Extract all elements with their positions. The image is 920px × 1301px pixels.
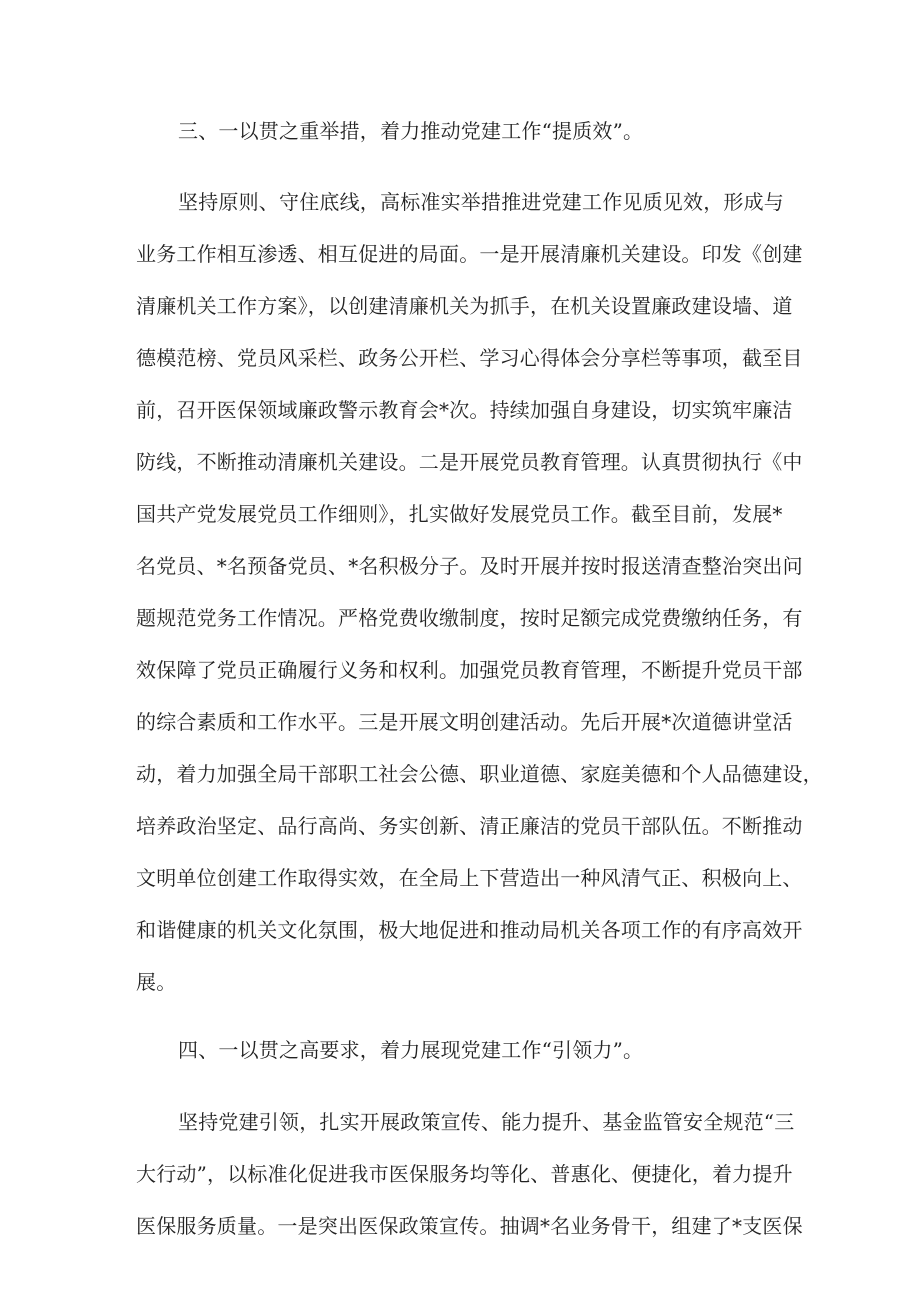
paragraph-3-line: 和谐健康的机关文化氛围，极大地促进和推动局机关各项工作的有序高效开 xyxy=(136,918,803,942)
paragraph-4-line: 医保服务质量。一是突出医保政策宣传。抽调*名业务骨干，组建了*支医保 xyxy=(136,1214,803,1238)
paragraph-3-line: 业务工作相互渗透、相互促进的局面。一是开展清廉机关建设。印发《创建 xyxy=(136,242,803,266)
paragraph-3-line: 坚持原则、守住底线，高标准实举措推进党建工作见质见效，形成与 xyxy=(178,190,784,214)
section-heading-3: 三、一以贯之重举措，着力推动党建工作“提质效”。 xyxy=(178,119,644,143)
paragraph-3-line: 的综合素质和工作水平。三是开展文明创建活动。先后开展*次道德讲堂活 xyxy=(136,710,793,734)
paragraph-3-line: 效保障了党员正确履行义务和权利。加强党员教育管理，不断提升党员干部 xyxy=(136,658,803,682)
paragraph-4-line: 坚持党建引领，扎实开展政策宣传、能力提升、基金监管安全规范“三 xyxy=(178,1110,795,1134)
paragraph-3-line: 防线，不断推动清廉机关建设。二是开展党员教育管理。认真贯彻执行《中 xyxy=(136,450,803,474)
paragraph-3-line: 国共产党发展党员工作细则》，扎实做好发展党员工作。截至目前，发展* xyxy=(136,502,783,526)
paragraph-3-line: 德模范榜、党员风采栏、政务公开栏、学习心得体会分享栏等事项，截至目 xyxy=(136,346,803,370)
paragraph-3-line: 前，召开医保领域廉政警示教育会*次。持续加强自身建设，切实筑牢廉洁 xyxy=(136,398,793,422)
section-heading-4: 四、一以贯之高要求，着力展现党建工作“引领力”。 xyxy=(178,1038,644,1062)
paragraph-3-line: 展。 xyxy=(136,970,177,994)
paragraph-3-line: 文明单位创建工作取得实效，在全局上下营造出一种风清气正、积极向上、 xyxy=(136,866,803,890)
paragraph-3-line: 题规范党务工作情况。严格党费收缴制度，按时足额完成党费缴纳任务，有 xyxy=(136,606,803,630)
paragraph-3-line: 清廉机关工作方案》，以创建清廉机关为抓手，在机关设置廉政建设墙、道 xyxy=(136,294,793,318)
paragraph-3-line: 培养政治坚定、品行高尚、务实创新、清正廉洁的党员干部队伍。不断推动 xyxy=(136,814,803,838)
paragraph-3-line: 名党员、*名预备党员、*名积极分子。及时开展并按时报送清查整治突出问 xyxy=(136,554,803,578)
paragraph-4-line: 大行动”，以标准化促进我市医保服务均等化、普惠化、便捷化，着力提升 xyxy=(136,1162,793,1186)
paragraph-3-line: 动，着力加强全局干部职工社会公德、职业道德、家庭美德和个人品德建设， xyxy=(136,762,823,786)
